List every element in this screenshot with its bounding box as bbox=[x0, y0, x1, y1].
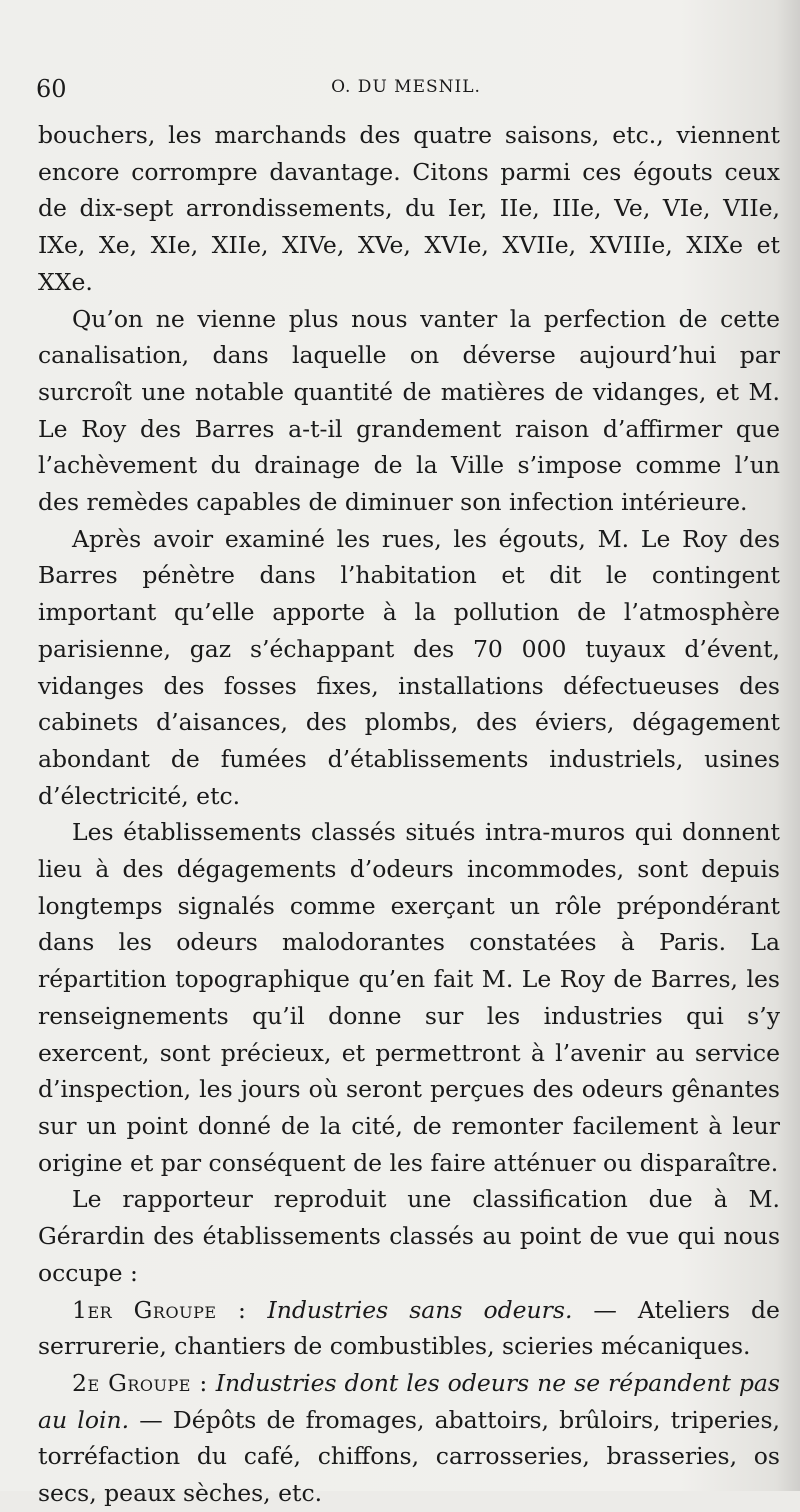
paragraph: Qu’on ne vienne plus nous vanter la perfection de cette canalisation, dans laquelle on déverse aujourd’hui par surcroît une notable quantité de matières de vidanges, et M. Le Roy des Barres a-t-il grandement raison d’affirmer que l’achèvement du drainage de la Ville s’impose comme l’un des remèdes capables de diminuer son infection intérieure. bbox=[38, 304, 780, 517]
running-head: O. DU MESNIL. bbox=[331, 77, 481, 97]
paragraph: Après avoir examiné les rues, les égouts, M. Le Roy des Barres pénètre dans l’habitation et dit le contingent important qu’elle apporte à la pollution de l’atmosphère parisienne, gaz s’échappant des 70 000 tuyaux d’évent, vidanges des fosses fixes, installations défectueuses des cabinets d’aisances, des plombs, des éviers, dégagement abondant de fumées d’établissements industriels, usines d’électricité, etc. bbox=[38, 524, 780, 810]
paragraph: Le rapporteur reproduit une classification due à M. Gérardin des établissements classés au point de vue qui nous occupe : bbox=[38, 1185, 780, 1287]
group-label: 2e Groupe : bbox=[72, 1368, 208, 1397]
paragraph: Les établissements classés situés intra-muros qui donnent lieu à des dégagements d’odeurs incommodes, sont depuis longtemps signalés comme exerçant un rôle prépondérant dans les odeurs malodorantes constatées à Paris. La répartition topographique qu’en fait M. Le Roy de Barres, les renseignements qu’il donne sur les industries qui s’y exercent, sont précieux, et permettront à l’avenir au service d’inspection, les jours où seront perçues des odeurs gênantes sur un point donné de la cité, de remonter facilement à leur origine et par conséquent de les faire atténuer ou disparaître. bbox=[38, 818, 780, 1177]
group-title: Industries sans odeurs. bbox=[267, 1295, 573, 1324]
paragraph-continuation: bouchers, les marchands des quatre saisons, etc., viennent encore corrompre davantage. Citons parmi ces égouts ceux de dix-sept arrondissements, du Ier, IIe, IIIe, Ve, VIe, VIIe, IXe, Xe, XIe, XIIe, XIVe, XVe, XVIe, XVIIe, XVIIIe, XIXe et XXe. bbox=[38, 121, 780, 296]
group-entry bbox=[38, 1292, 780, 1365]
page-header bbox=[36, 75, 776, 107]
body-text bbox=[38, 117, 780, 1512]
group-title: Industries dont les odeurs ne se répandent pas au loin. bbox=[38, 1368, 780, 1434]
page-number: 60 bbox=[36, 75, 67, 103]
group-text: — Dépôts de fromages, abattoirs, brûloirs, triperies, torréfaction du café, chiffons, carrosseries, brasseries, os secs, peaux sèches, etc. bbox=[38, 1405, 780, 1508]
group-label: 1er Groupe : bbox=[72, 1295, 247, 1324]
group-text: — Ateliers de serrurerie, chantiers de combustibles, scieries mécaniques. bbox=[38, 1295, 780, 1361]
group-entry bbox=[38, 1365, 780, 1512]
